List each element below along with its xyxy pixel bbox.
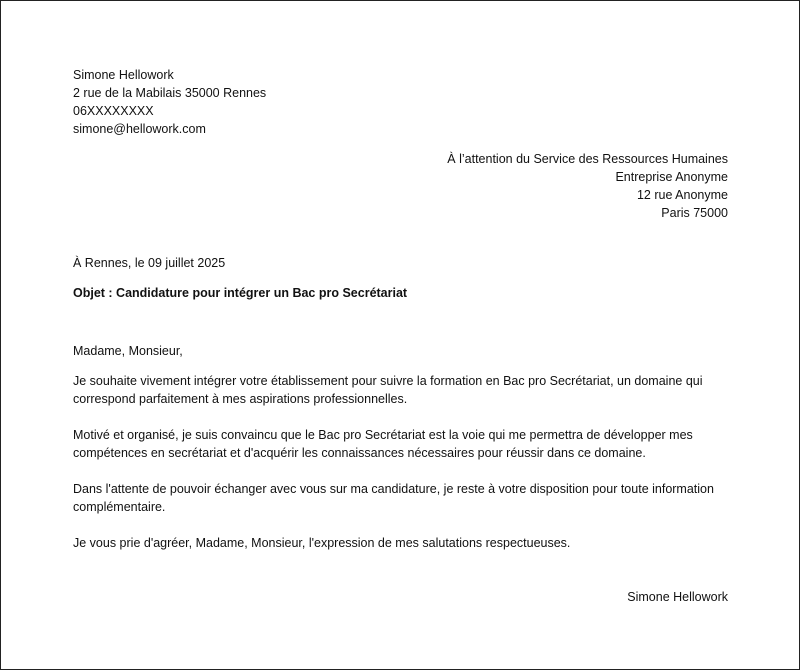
body-paragraph-3: Dans l'attente de pouvoir échanger avec vous sur ma candidature, je reste à votre disposition pour toute information complémentaire.	[73, 482, 714, 514]
body-paragraph-2: Motivé et organisé, je suis convaincu que le Bac pro Secrétariat est la voie qui me permettra de développer mes compétences en secrétariat et d'acquérir les connaissances nécessaires pour réussir dans ce domaine.	[73, 428, 693, 460]
sender-block	[73, 66, 728, 138]
sender-email: simone@hellowork.com	[73, 122, 206, 136]
recipient-block	[73, 150, 728, 222]
recipient-city: Paris 75000	[661, 206, 728, 220]
date-line: À Rennes, le 09 juillet 2025	[73, 256, 226, 270]
sender-address: 2 rue de la Mabilais 35000 Rennes	[73, 86, 267, 100]
subject-line: Objet : Candidature pour intégrer un Bac pro Secrétariat	[73, 286, 408, 300]
closing-formula: Je vous prie d'agréer, Madame, Monsieur, l'expression de mes salutations respectueuses.	[73, 536, 571, 550]
salutation: Madame, Monsieur,	[73, 344, 183, 358]
sender-name: Simone Hellowork	[73, 68, 174, 82]
sender-phone: 06XXXXXXXX	[73, 104, 154, 118]
recipient-company: Entreprise Anonyme	[615, 170, 728, 184]
body-paragraph-1: Je souhaite vivement intégrer votre établissement pour suivre la formation en Bac pro Secrétariat, un domaine qui correspond parfaitement à mes aspirations professionnelles.	[73, 374, 703, 406]
recipient-street: 12 rue Anonyme	[636, 188, 728, 202]
recipient-attention: À l’attention du Service des Ressources Humaines	[447, 152, 728, 166]
signature: Simone Hellowork	[627, 590, 728, 604]
